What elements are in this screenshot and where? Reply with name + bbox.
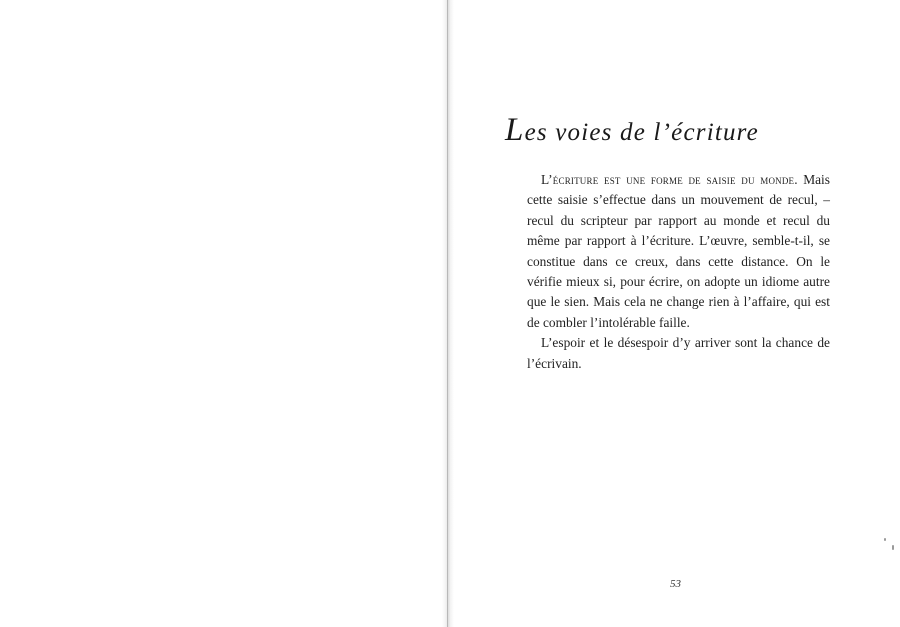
gutter-fold-line <box>447 0 448 627</box>
paragraph-1-lead: L’écriture est une forme de saisie du monde. <box>541 172 798 187</box>
body-text <box>527 170 830 374</box>
book-gutter <box>442 0 454 627</box>
left-page-blank <box>0 0 442 627</box>
paragraph-1-rest: Mais cette saisie s’effectue dans un mouvement de recul, – recul du scripteur par rapport au monde et recul du même par rapport à l’écriture. L’œuvre, semble-t-il, se constitue dans ce creux, dans cette distance. On le vérifie mieux si, pour écrire, on adopte un idiome autre que le sien. Mais cela ne change rien à l’affaire, qui est de combler l’intolérable faille. <box>527 172 830 330</box>
chapter-title <box>505 112 759 149</box>
chapter-title-initial: L <box>505 112 525 148</box>
chapter-title-rest: es voies de l’écriture <box>524 119 759 146</box>
scan-speck <box>892 545 894 550</box>
scan-speck <box>884 538 886 541</box>
paragraph-1 <box>527 170 830 333</box>
page-number: 53 <box>670 578 681 590</box>
paragraph-2: L’espoir et le désespoir d’y arriver sont la chance de l’écrivain. <box>527 335 830 371</box>
